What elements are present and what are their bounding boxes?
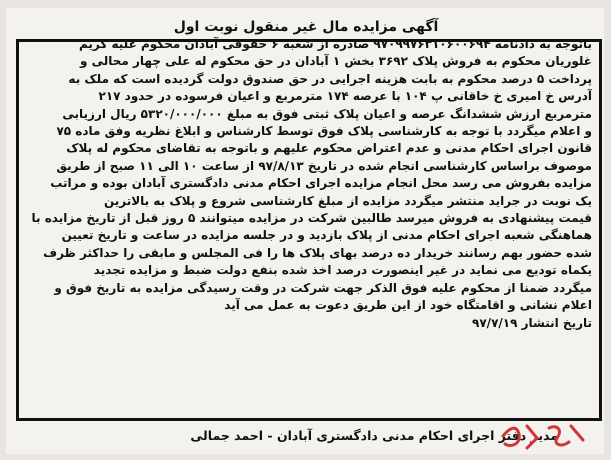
notice-line: و اعلام میگردد با توجه به کارشناسی پلاک فوق توسط کارشناس و ابلاغ نظریه وفق ماده ۷۵ (56, 124, 592, 139)
notice-line: هماهنگی شعبه اجرای احکام مدنی از پلاک بازدید و در جلسه مزایده در ساعت و تاریخ تعیین (61, 228, 592, 243)
notice-body (16, 36, 592, 332)
notice-line: یکماه تودیع می نماید در غیر اینصورت درصد اخذ شده بنفع دولت ضبط و مزایده تجدید (93, 263, 592, 278)
notice-line: موصوف براساس کارشناسی انجام شده در تاریخ ۹۷/۸/۱۳ از ساعت ۱۰ الی ۱۱ صبح از طریق (56, 158, 592, 173)
notice-line: غلوریان محکوم به فروش پلاک ۳۶۹۲ بخش ۱ آبادان در حق محکوم له علی چهار محالی و (79, 54, 592, 69)
notice-line: یک نوبت در جراید منتشر میگردد مزایده از مبلغ کارشناسی شروع و پلاک به بالاترین (103, 193, 592, 208)
handwritten-mark (497, 418, 587, 452)
signature-line: مدیر دفتر اجرای احکام مدنی دادگستری آبادان - احمد جمالی (190, 428, 558, 443)
publish-date: تاریخ انتشار ۹۷/۷/۱۹ (472, 315, 592, 330)
notice-line: میگردد ضمنا از محکوم علیه فوق الذکر جهت شرکت در وقت رسیدگی مزایده به تاریخ فوق و (54, 280, 592, 295)
notice-line: باتوجه به دادنامه ۹۷۰۹۹۷۶۳۱۰۶۰۰۶۹۴ صادره از شعبه ۶ حقوقی آبادان محکوم علیه کریم (78, 37, 592, 51)
notice-line: قیمت پیشنهادی به فروش میرسد طالبین شرکت در مزایده میتوانند ۵ روز قبل از تاریخ مزایده با (31, 211, 592, 226)
notice-line: آدرس خ امیری خ خاقانی پ ۱۰۴ با عرصه ۱۷۴ مترمربع و اعیان فرسوده در حدود ۲۱۷ (98, 89, 592, 104)
notice-line: مترمربع ارزش ششدانگ عرصه و اعیان پلاک ثبتی فوق به مبلغ ۵۳۲۰/۰۰۰/۰۰۰ ریال ارزیابی (62, 106, 592, 121)
notice-line: شده حضور بهم رسانند خریدار ده درصد بهای پلاک ها را فی المجلس و مابقی را حداکثر ظرف (43, 245, 592, 260)
notice-line: قانون اجرای احکام مدنی و عدم اعتراض محکوم علیهم و باتوجه به تقاضای محکوم له پلاک (66, 141, 592, 156)
notice-line: مزایده بفروش می رسد محل انجام مزایده اجرای احکام مدنی دادگستری آبادان بوده و مراتب (50, 176, 592, 191)
notice-line: پرداخت ۵ درصد محکوم به بابت هزینه اجرایی در حق صندوق دولت گردیده است که ملک به (68, 71, 592, 86)
notice-title: آگهی مزایده مال غیر منقول نوبت اول (173, 19, 439, 35)
notice-line: اعلام نشانی و اقامتگاه خود از این طریق دعوت به عمل می آید (224, 298, 592, 313)
